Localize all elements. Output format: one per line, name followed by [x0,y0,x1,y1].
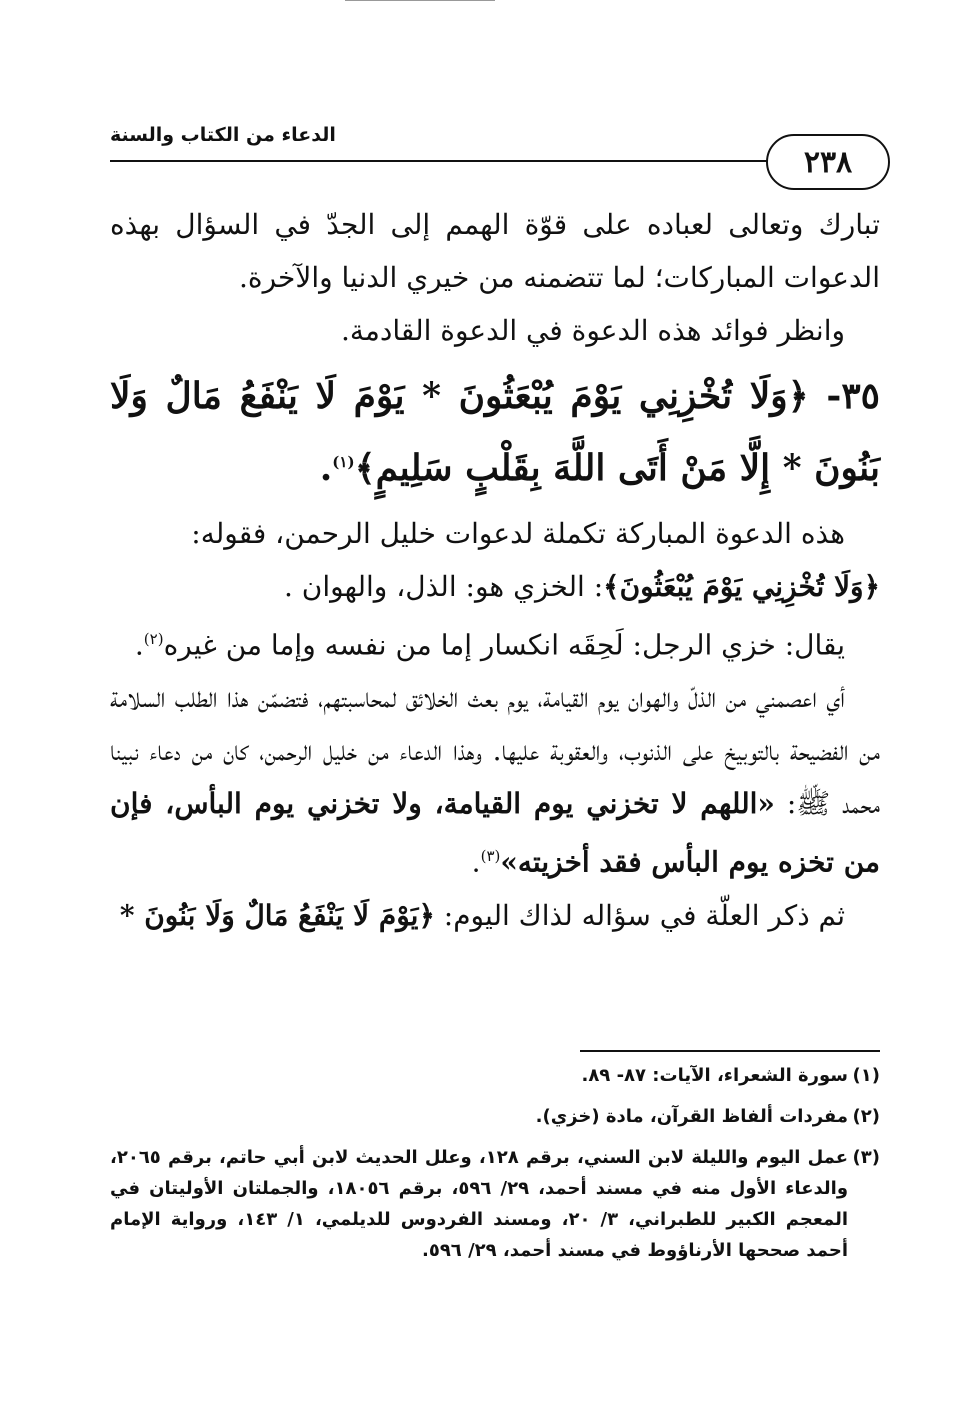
page-header [110,120,870,190]
verse-end: . [319,447,333,489]
paragraph-6-text: أي اعصمني من الذلّ والهوان يوم القيامة، يوم بعث الخلائق لمحاسبتهم، فتضمّن هذا الطلب السلامة من الفضيحة بالتوبيخ على الذنوب، والعقوبة عليها. وهذا الدعاء من خليل الرحمن، كان من دعاء نبينا محمد ﷺ: [110,681,880,821]
paragraph-7 [110,889,880,942]
paragraph-4-rest: : الخزي هو: الذل، والهوان . [283,570,604,603]
footnote-text: عمل اليوم والليلة لابن السني، برقم ١٢٨، وعلل الحديث لابن أبي حاتم، برقم ٢٠٦٥، والدعاء الأول منه في مسند أحمد، ٢٩/ ٥٩٦، برقم ١٨٠٥٦، والجملتان الأوليتان في المعجم الكبير للطبراني، ٣/ ٢٠، ومسند الفردوس للديلمي، ١/ ١٤٣، ورواية الإمام أحمد صححها الأرناؤوط في مسند أحمد، ٢٩/ ٥٩٦. [110,1147,849,1261]
header-rule [110,160,775,162]
top-rule [345,0,495,1]
paragraph-4 [110,560,880,613]
page-number-badge: ٢٣٨ [766,134,890,190]
footnote-ref-1[interactable]: (١) [332,453,355,471]
footnote-1 [110,1060,880,1091]
running-title: الدعاء من الكتاب والسنة [110,124,336,146]
footnote-separator [580,1050,880,1052]
paragraph-5-text: يقال: خزي الرجل: لَحِقَه انكسار إما من نفسه وإما من غيره [163,628,845,662]
paragraph-6-end: . [471,845,481,879]
paragraph-6 [110,671,880,888]
footnotes [110,1060,880,1276]
footnote-3 [110,1142,880,1266]
footnote-text: مفردات ألفاظ القرآن، مادة (خزي). [535,1106,848,1127]
footnote-2 [110,1101,880,1132]
verse-number: ٣٥- [826,375,880,417]
paragraph-5-end: . [134,628,144,662]
quran-quote: ﴿وَلَا تُخْزِنِي يَوْمَ يُبْعَثُونَ﴾ [603,570,880,603]
paragraph-2: وانظر فوائد هذه الدعوة في الدعوة القادمة. [341,314,845,347]
footnote-number: (١) [852,1065,880,1086]
paragraph-1: تبارك وتعالى لعباده على قوّة الهمم إلى الجدّ في السؤال بهذه الدعوات المباركات؛ لما تتضمنه من خيري الدنيا والآخرة. [110,208,880,294]
footnote-text: سورة الشعراء، الآيات: ٨٧- ٨٩. [581,1065,848,1086]
main-text [110,198,880,942]
paragraph-7-text: ثم ذكر العلّة في سؤاله لذاك اليوم: [434,898,845,932]
paragraph-5 [110,613,880,671]
verse-text: ﴿وَلَا تُخْزِنِي يَوْمَ يُبْعَثُونَ * يَوْمَ لَا يَنْفَعُ مَالٌ وَلَا بَنُونَ * إِلَّا مَنْ أَتَى اللَّهَ بِقَلْبٍ سَلِيمٍ﴾ [110,375,880,489]
footnote-number: (٢) [852,1106,880,1127]
hadith-quote: «اللهم لا تخزني يوم القيامة، ولا تخزني يوم البأس، فإن من تخزه يوم البأس فقد أخزيته» [110,787,880,879]
footnote-ref-3[interactable]: (٣) [480,847,501,866]
verse-35 [110,363,880,501]
footnote-number: (٣) [852,1147,880,1168]
footnote-ref-2[interactable]: (٢) [143,630,164,648]
paragraph-3: هذه الدعوة المباركة تكملة لدعوات خليل الرحمن، فقوله: [191,517,845,550]
quran-quote-2: ﴿يَوْمَ لَا يَنْفَعُ مَالٌ وَلَا بَنُونَ * [119,898,435,932]
